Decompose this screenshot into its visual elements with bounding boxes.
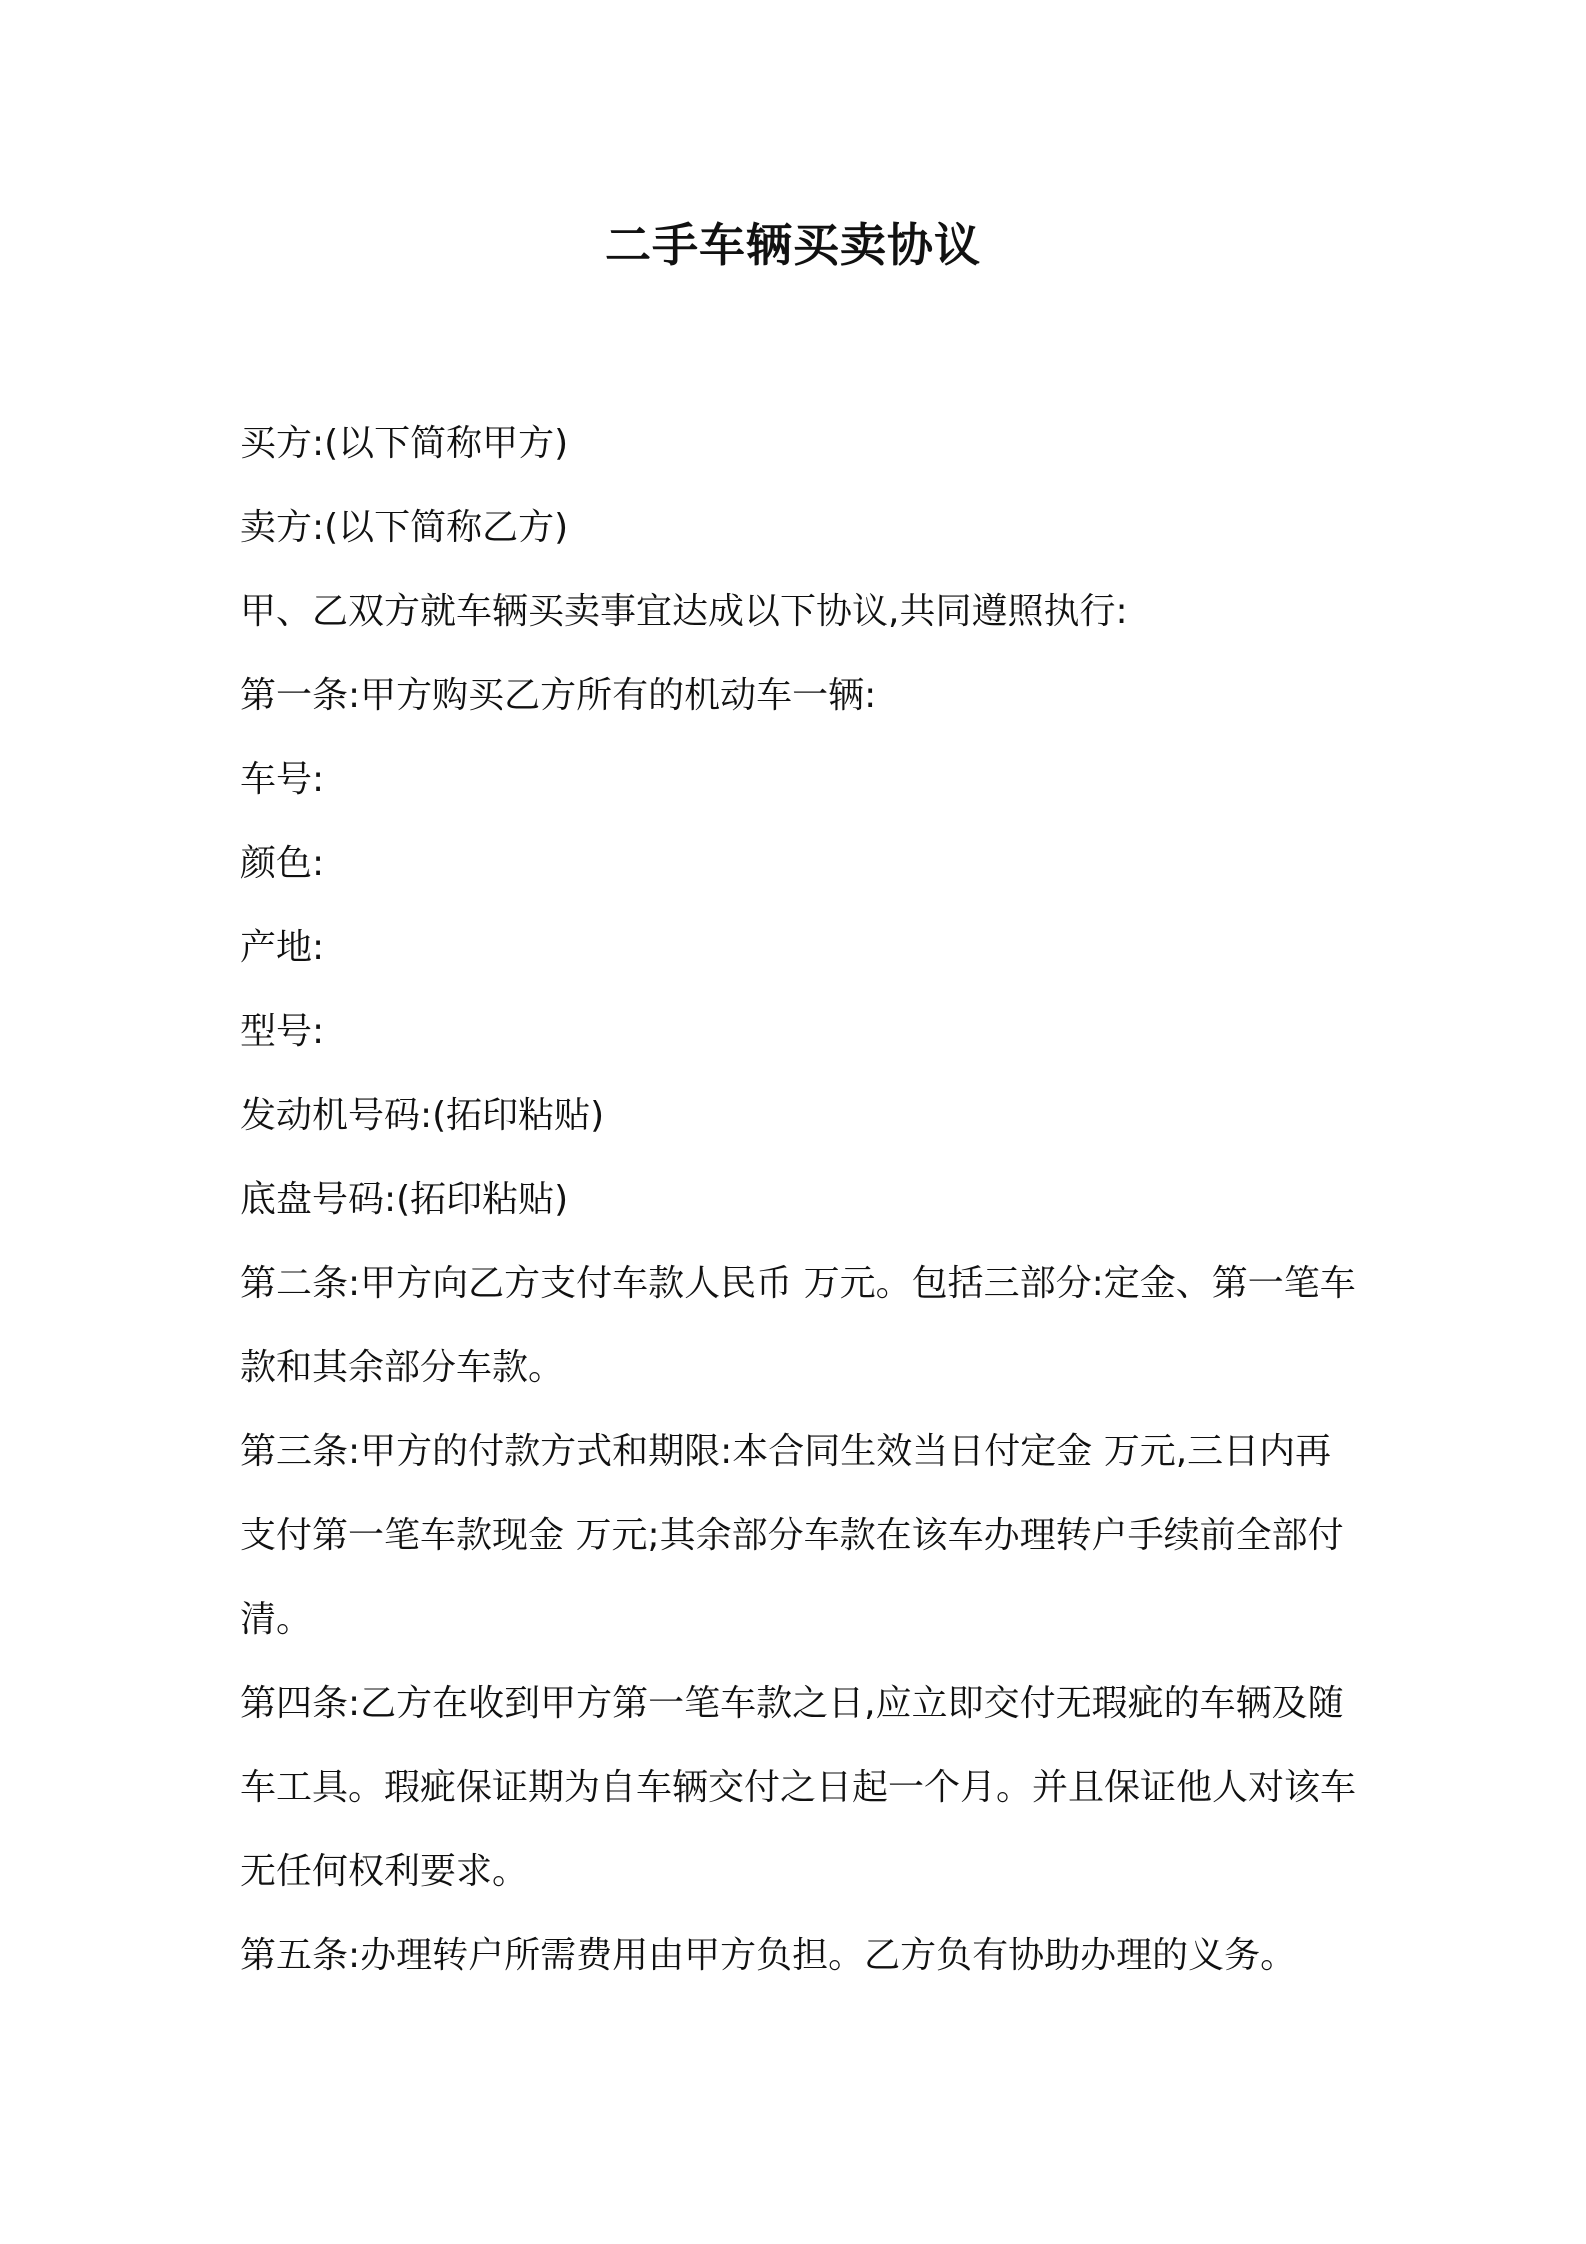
- paragraph-seller: 卖方:(以下简称乙方): [240, 507, 569, 548]
- field-color: 颜色:: [240, 843, 325, 884]
- paragraph-article-1: 第一条:甲方购买乙方所有的机动车一辆:: [240, 675, 877, 716]
- field-origin: 产地:: [240, 927, 325, 968]
- paragraph-article-3: 第三条:甲方的付款方式和期限:本合同生效当日付定金 万元,三日内再支付第一笔车款现金 万元;其余部分车款在该车办理转户手续前全部付清。: [240, 1431, 1344, 1640]
- field-model: 型号:: [240, 1011, 325, 1052]
- document-title: 二手车辆买卖协议: [605, 218, 981, 272]
- document-body: [240, 402, 1360, 1998]
- paragraph-buyer: 买方:(以下简称甲方): [240, 423, 569, 464]
- paragraph-preamble: 甲、乙双方就车辆买卖事宜达成以下协议,共同遵照执行:: [240, 591, 1128, 632]
- field-chassis-number: 底盘号码:(拓印粘贴): [240, 1179, 569, 1220]
- field-plate-number: 车号:: [240, 759, 325, 800]
- paragraph-article-5: 第五条:办理转户所需费用由甲方负担。乙方负有协助办理的义务。: [240, 1935, 1297, 1976]
- paragraph-article-4: 第四条:乙方在收到甲方第一笔车款之日,应立即交付无瑕疵的车辆及随车工具。瑕疵保证期为自车辆交付之日起一个月。并且保证他人对该车无任何权利要求。: [240, 1683, 1357, 1892]
- paragraph-article-2: 第二条:甲方向乙方支付车款人民币 万元。包括三部分:定金、第一笔车款和其余部分车款。: [240, 1263, 1356, 1388]
- field-engine-number: 发动机号码:(拓印粘贴): [240, 1095, 605, 1136]
